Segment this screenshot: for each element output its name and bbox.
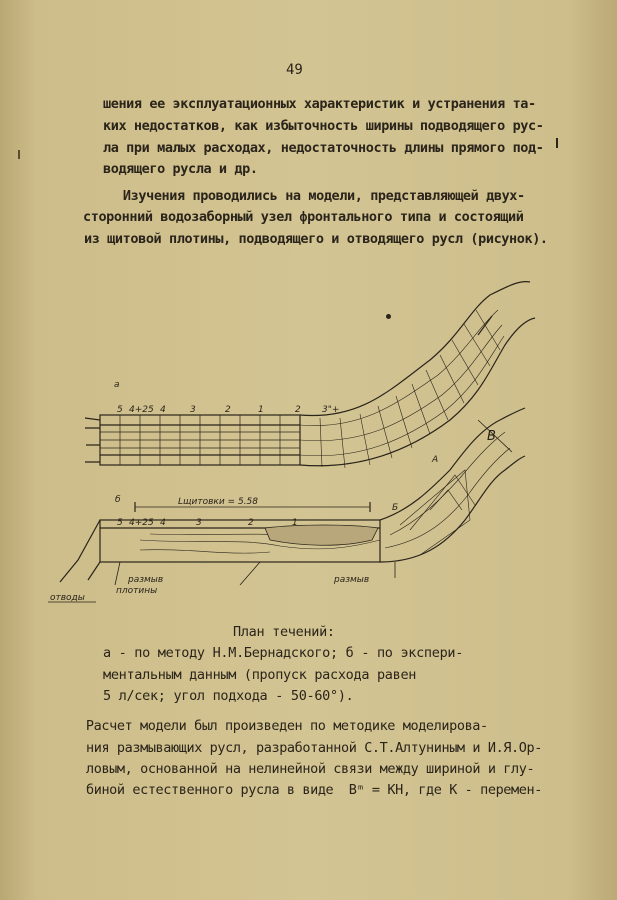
section-number: 3	[196, 518, 202, 528]
channel-b-outer-bank	[380, 408, 525, 520]
section-number: 1	[292, 518, 298, 528]
section-number: 3"+	[322, 405, 340, 415]
para1-line: ких недостатков, как избыточность ширины подводящего рус-	[103, 118, 544, 134]
para1-line: водящего русла и др.	[103, 161, 258, 177]
section-number: 2	[225, 405, 231, 415]
caption-line: а - по методу Н.М.Бернадского; б - по экспери-	[103, 645, 464, 661]
razmyv-right-label: размыв	[334, 575, 370, 585]
para3-line: Расчет модели был произведен по методике моделирова-	[55, 718, 488, 734]
channel-a-inner-bank	[300, 318, 535, 466]
page-number: 49	[286, 62, 303, 78]
section-number: 5	[117, 405, 123, 415]
caption-line: ментальным данным (пропуск расхода равен	[103, 667, 417, 683]
section-number: 3	[190, 405, 196, 415]
point-a-label: А	[432, 455, 439, 465]
plotiny-label: плотины	[116, 586, 158, 596]
ink-speck	[18, 150, 20, 159]
figure-label-a: а	[114, 380, 120, 390]
figure-label-b: б	[115, 495, 121, 505]
para3-line: ловым, основанной на нелинейной связи между шириной и глу-	[86, 761, 535, 777]
width-mark: В	[487, 429, 496, 444]
section-number: 4	[160, 405, 166, 415]
caption-title: План течений:	[233, 624, 335, 640]
point-b-label: Б	[392, 503, 399, 513]
para2-line: сторонний водозаборный узел фронтального типа и состоящий	[83, 209, 524, 225]
para2-line: Изучения проводились на модели, представляющей двух-	[92, 188, 525, 204]
dimension-label: Lщитовки = 5.58	[178, 497, 258, 507]
section-number: 2	[248, 518, 254, 528]
para2-line: из щитовой плотины, подводящего и отводящего русл (рисунок).	[84, 231, 548, 247]
ink-speck	[556, 138, 558, 148]
channel-b-inner-bank	[380, 456, 525, 562]
razmyv-label: размыв	[128, 575, 164, 585]
caption-line: 5 л/сек; угол подхода - 50-60°).	[103, 688, 354, 704]
para3-line: биной естественного русла в виде Bᵐ = КН, где К - перемен-	[86, 782, 542, 798]
section-number: 4+25	[129, 405, 154, 415]
otvody-label: отводы	[50, 593, 85, 603]
channel-a-outer-bank	[300, 282, 530, 416]
para1-line: шения ее эксплуатационных характеристик и устранения та-	[103, 96, 536, 112]
para1-line: ла при малых расходах, недостаточность длины прямого под-	[103, 140, 544, 156]
ink-speck	[386, 314, 391, 319]
section-number: 4+25	[129, 518, 154, 528]
para3-line: ния размывающих русл, разработанной С.Т.Алтуниным и И.Я.Ор-	[86, 740, 542, 756]
section-number: 1	[258, 405, 264, 415]
section-number: 2	[295, 405, 301, 415]
section-number: 4	[160, 518, 166, 528]
section-number: 5	[117, 518, 123, 528]
